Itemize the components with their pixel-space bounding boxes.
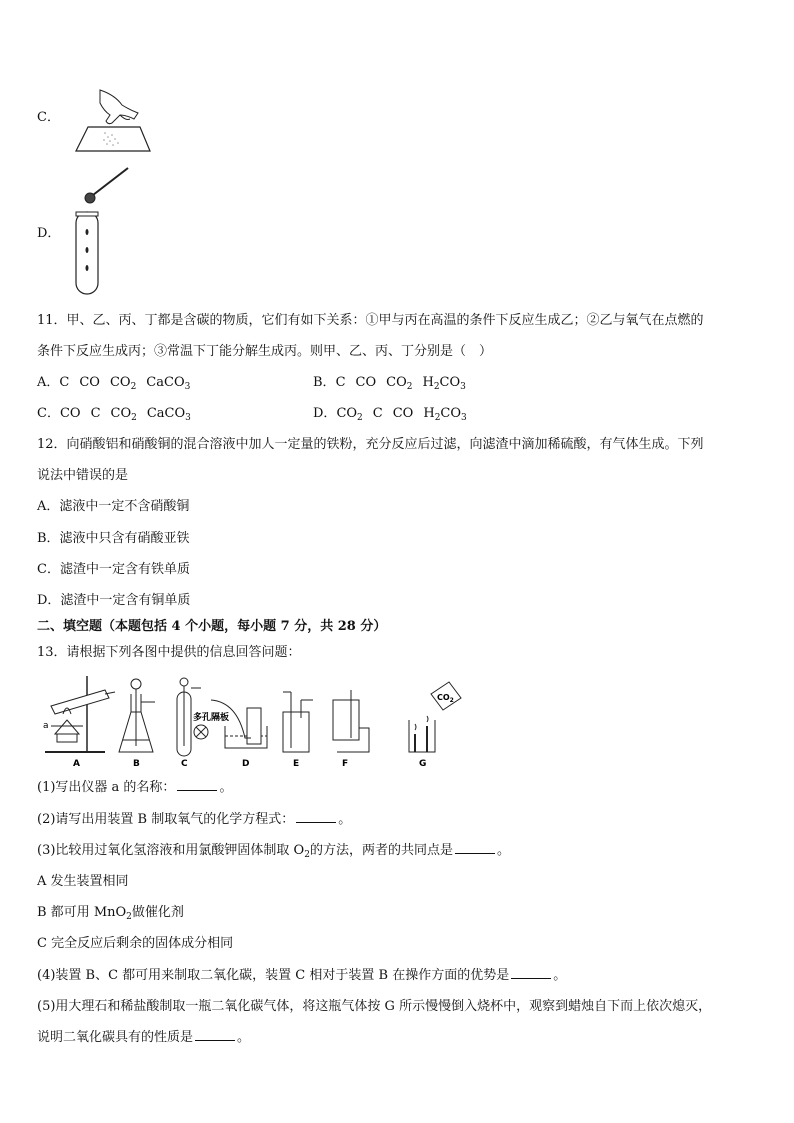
q13-stem: 13．请根据下列各图中提供的信息回答问题： [37, 645, 301, 660]
fig-label-a: A [73, 759, 80, 769]
spoon-test-tube-figure [60, 160, 140, 300]
q11-option-c: C．CO C $CO_2$ CaCO$_3$ [37, 406, 191, 423]
q11-option-a: A．C CO $CO_2$ CaCO$_3$ [37, 375, 191, 392]
q13-part4: (4)装置 B、C 都可用来制取二氧化碳，装置 C 相对于装置 B 在操作方面的优势是 。 [37, 968, 567, 983]
q12-stem-line1: 12．向硝酸铝和硝酸铜的混合溶液中加人一定量的铁粉，充分反应后过滤，向滤渣中滴加稀硫酸，有气体生成。下列 [37, 437, 704, 452]
q13-part3-option-b: B 都可用 MnO$_2$做催化剂 [37, 905, 184, 922]
fig-label-e: E [293, 759, 300, 769]
fig-label-c: C [181, 759, 188, 769]
answer-blank-5[interactable] [195, 1028, 235, 1041]
q13-part1: (1)写出仪器 a 的名称： 。 [37, 780, 233, 795]
answer-blank-1[interactable] [177, 778, 217, 791]
q12-option-c: C．滤渣中一定含有铁单质 [37, 562, 190, 577]
q11-option-b: B．C CO $CO_2$ $H_2CO_3$ [313, 375, 466, 392]
q12-option-a: A．滤液中一定不含硝酸铜 [37, 499, 190, 514]
q11-stem-line2: 条件下反应生成丙；③常温下丁能分解生成丙。则甲、乙、丙、丁分别是（ ） [37, 344, 493, 359]
q13-part3-option-a: A 发生装置相同 [37, 874, 129, 889]
hand-sprinkle-figure [60, 85, 155, 155]
label-co2: $CO_2$ [437, 693, 454, 704]
option-c-label: C． [37, 110, 60, 125]
answer-blank-3[interactable] [455, 841, 495, 854]
q13-part3-option-c: C 完全反应后剩余的固体成分相同 [37, 936, 234, 951]
fig-label-g: G [419, 759, 427, 769]
q11-option-d: D．$CO_2$ C CO $H_2CO_3$ [313, 406, 467, 423]
q13-part5-line1: (5)用大理石和稀盐酸制取一瓶二氧化碳气体，将这瓶气体按 G 所示慢慢倒入烧杯中，观察到蜡烛自下而上依次熄灭， [37, 999, 712, 1014]
q13-part5-line2: 说明二氧化碳具有的性质是 。 [37, 1030, 251, 1045]
q12-option-d: D．滤渣中一定含有铜单质 [37, 593, 191, 608]
q13-part3: (3)比较用过氧化氢溶液和用氯酸钾固体制取 $O_2$的方法，两者的共同点是 。 [37, 843, 510, 860]
fig-label-f: F [342, 759, 349, 769]
q12-stem-line2: 说法中错误的是 [37, 468, 129, 483]
answer-blank-4[interactable] [511, 966, 551, 979]
fig-label-d: D [242, 759, 250, 769]
label-a-instrument: a [43, 721, 49, 731]
q11-stem-line1: 11．甲、乙、丙、丁都是含碳的物质，它们有如下关系：①甲与丙在高温的条件下反应生成乙；②乙与氧气在点燃的 [37, 313, 704, 328]
section-title: 二、填空题（本题包括 4 个小题，每小题 7 分，共 28 分） [37, 619, 387, 634]
label-porous-plate: 多孔隔板 [193, 713, 230, 723]
q12-option-b: B．滤液中只含有硝酸亚铁 [37, 531, 190, 546]
apparatus-figure [37, 672, 477, 770]
option-d-label: D． [37, 226, 61, 241]
answer-blank-2[interactable] [296, 810, 336, 823]
fig-label-b: B [133, 759, 140, 769]
q13-part2: (2)请写出用装置 B 制取氧气的化学方程式： 。 [37, 812, 352, 827]
